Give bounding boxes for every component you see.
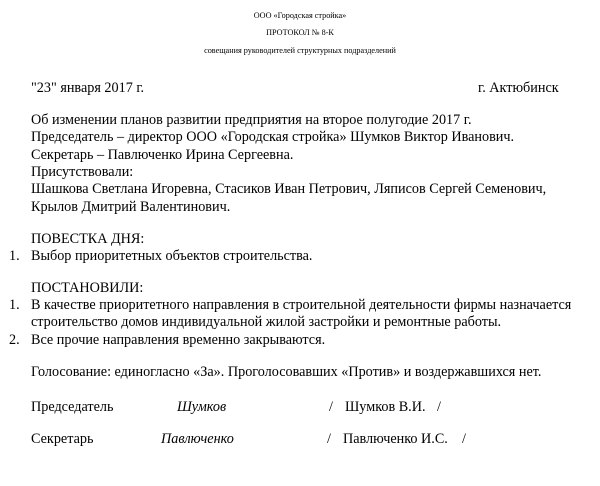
secretary-line: Секретарь – Павлюченко Ирина Сергеевна. bbox=[31, 147, 294, 163]
protocol-date: "23" января 2017 г. bbox=[31, 80, 145, 96]
present-list-line-2: Крылов Дмитрий Валентинович. bbox=[31, 199, 231, 215]
present-label: Присутствовали: bbox=[31, 164, 134, 180]
secretary-sign-label: Секретарь bbox=[31, 431, 94, 447]
secretary-sign-name: Павлюченко И.С. bbox=[343, 431, 448, 447]
chairman-sign-end: / bbox=[437, 399, 441, 415]
chairman-line: Председатель – директор ООО «Городская стройка» Шумков Виктор Иванович. bbox=[31, 129, 515, 145]
resolved-heading: ПОСТАНОВИЛИ: bbox=[31, 280, 144, 296]
voting-result: Голосование: единогласно «За». Проголосовавших «Против» и воздержавшихся нет. bbox=[31, 364, 542, 380]
present-list-line-1: Шашкова Светлана Игоревна, Стасиков Иван Петрович, Ляписов Сергей Семенович, bbox=[31, 181, 547, 197]
resolved-item-1-number: 1. bbox=[9, 297, 20, 313]
secretary-signature: Павлюченко bbox=[161, 431, 234, 447]
agenda-item-text: Выбор приоритетных объектов строительства. bbox=[31, 248, 313, 264]
chairman-sign-name: Шумков В.И. bbox=[345, 399, 426, 415]
company-name: ООО «Городская стройка» bbox=[253, 11, 347, 20]
secretary-sign-separator: / bbox=[327, 431, 331, 447]
agenda-item-number: 1. bbox=[9, 248, 20, 264]
protocol-city: г. Актюбинск bbox=[478, 80, 559, 96]
secretary-sign-end: / bbox=[462, 431, 466, 447]
resolved-item-2-number: 2. bbox=[9, 332, 20, 348]
chairman-signature: Шумков bbox=[177, 399, 227, 415]
resolved-item-1-line-1: В качестве приоритетного направления в строительной деятельности фирмы назначается bbox=[31, 297, 572, 313]
resolved-item-2-text: Все прочие направления временно закрываются. bbox=[31, 332, 326, 348]
resolved-item-1-line-2: строительство домов индивидуальной жилой застройки и ремонтные работы. bbox=[31, 314, 502, 330]
chairman-sign-separator: / bbox=[329, 399, 333, 415]
chairman-sign-label: Председатель bbox=[31, 399, 114, 415]
protocol-title: ПРОТОКОЛ № 8-К bbox=[266, 28, 334, 37]
agenda-heading: ПОВЕСТКА ДНЯ: bbox=[31, 231, 145, 247]
meeting-topic: Об изменении планов развитии предприятия на второе полугодие 2017 г. bbox=[31, 112, 472, 128]
protocol-subtitle: совещания руководителей структурных подразделений bbox=[204, 46, 396, 55]
